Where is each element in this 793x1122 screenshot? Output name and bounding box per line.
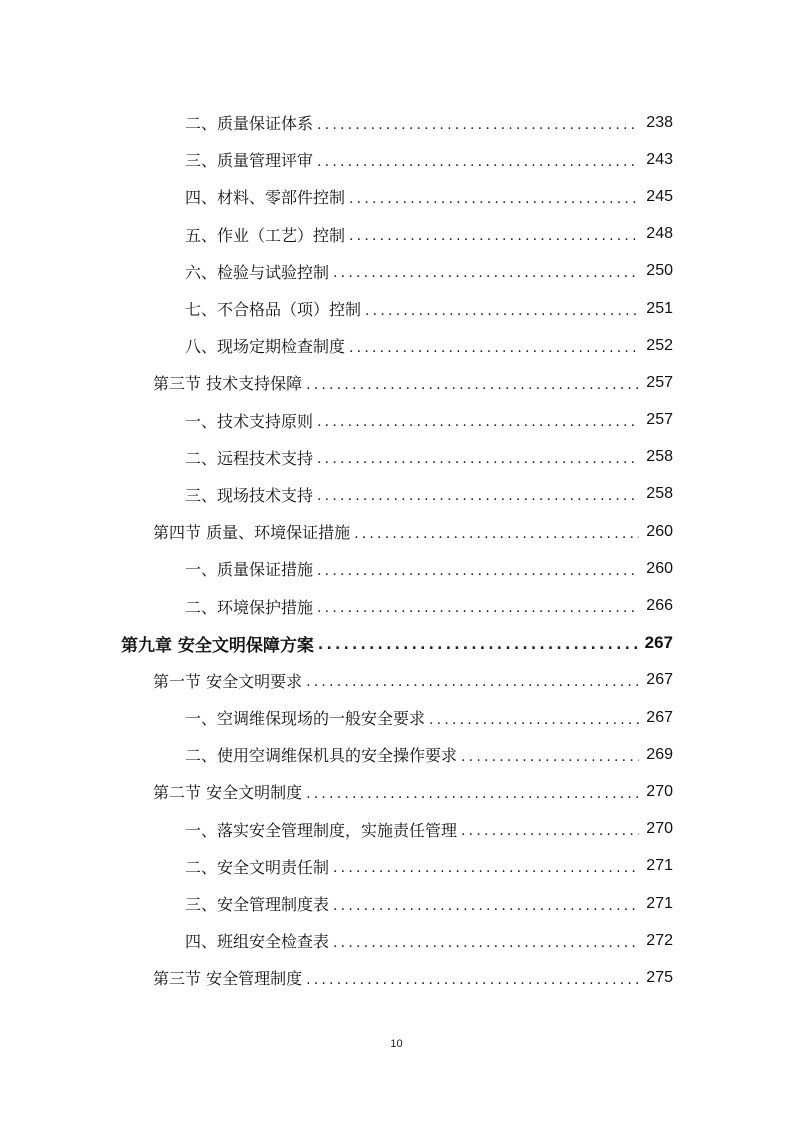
toc-subsection-entry[interactable] [0, 439, 793, 476]
toc-entry-title: 二、远程技术支持 [185, 448, 314, 468]
toc-entry-title: 二、环境保护措施 [185, 597, 314, 617]
toc-entry-title: 二、使用空调维保机具的安全操作要求 [185, 746, 458, 766]
toc-entry-title: 三、现场技术支持 [185, 485, 314, 505]
toc-dot-leader [354, 527, 639, 541]
toc-entry-title: 四、材料、零部件控制 [185, 188, 346, 208]
toc-subsection-entry[interactable] [0, 253, 793, 290]
toc-entry-title: 三、质量管理评审 [185, 151, 314, 171]
toc-dot-leader [317, 564, 639, 578]
toc-entry-title: 第三节 安全管理制度 [153, 969, 303, 989]
toc-dot-leader [333, 861, 639, 875]
toc-section-entry[interactable] [0, 662, 793, 699]
toc-entry-page-number: 248 [646, 225, 673, 243]
toc-dot-leader [333, 899, 639, 913]
toc-dot-leader [365, 304, 639, 318]
toc-entry-page-number: 257 [646, 411, 673, 429]
toc-entry-page-number: 275 [646, 968, 673, 986]
toc-entry-title: 二、安全文明责任制 [185, 857, 330, 877]
toc-entry-page-number: 267 [644, 633, 673, 653]
toc-entry-title: 六、检验与试验控制 [185, 262, 330, 282]
toc-entry-page-number: 251 [646, 299, 673, 317]
toc-subsection-entry[interactable] [0, 141, 793, 178]
toc-entry-page-number: 271 [646, 857, 673, 875]
toc-dot-leader [461, 824, 639, 838]
toc-dot-leader [317, 601, 639, 615]
toc-subsection-entry[interactable] [0, 402, 793, 439]
page-number: 10 [390, 1038, 403, 1050]
toc-entry-title: 第二节 安全文明制度 [153, 783, 303, 803]
toc-section-entry[interactable] [0, 959, 793, 996]
toc-entry-page-number: 258 [646, 448, 673, 466]
toc-entry-page-number: 258 [646, 485, 673, 503]
toc-subsection-entry[interactable] [0, 922, 793, 959]
toc-dot-leader [461, 750, 639, 764]
toc-dot-leader [333, 936, 639, 950]
toc-subsection-entry[interactable] [0, 550, 793, 587]
toc-entry-page-number: 252 [646, 336, 673, 354]
toc-dot-leader [333, 266, 639, 280]
toc-entry-page-number: 269 [646, 745, 673, 763]
toc-dot-leader [318, 638, 639, 652]
toc-subsection-entry[interactable] [0, 216, 793, 253]
toc-entry-title: 四、班组安全检查表 [185, 932, 330, 952]
toc-entry-page-number: 243 [646, 150, 673, 168]
toc-entry-title: 三、安全管理制度表 [185, 895, 330, 915]
toc-entry-title: 一、落实安全管理制度，实施责任管理 [185, 820, 458, 840]
toc-dot-leader [306, 675, 639, 689]
toc-entry-title: 一、质量保证措施 [185, 560, 314, 580]
toc-entry-title: 八、现场定期检查制度 [185, 337, 346, 357]
toc-subsection-entry[interactable] [0, 178, 793, 215]
toc-entry-title: 第九章 安全文明保障方案 [121, 635, 314, 656]
toc-subsection-entry[interactable] [0, 587, 793, 624]
toc-dot-leader [429, 713, 639, 727]
toc-subsection-entry[interactable] [0, 290, 793, 327]
toc-subsection-entry[interactable] [0, 104, 793, 141]
toc-entry-page-number: 238 [646, 113, 673, 131]
toc-entry-page-number: 260 [646, 522, 673, 540]
toc-entry-title: 五、作业（工艺）控制 [185, 225, 346, 245]
toc-entry-page-number: 271 [646, 894, 673, 912]
toc-dot-leader [317, 155, 639, 169]
toc-entry-title: 二、质量保证体系 [185, 114, 314, 134]
toc-subsection-entry[interactable] [0, 811, 793, 848]
toc-entry-page-number: 267 [646, 671, 673, 689]
toc-dot-leader [349, 192, 639, 206]
toc-dot-leader [317, 452, 639, 466]
toc-subsection-entry[interactable] [0, 476, 793, 513]
toc-entry-title: 第一节 安全文明要求 [153, 671, 303, 691]
toc-section-entry[interactable] [0, 513, 793, 550]
toc-dot-leader [349, 341, 639, 355]
toc-entry-title: 一、空调维保现场的一般安全要求 [185, 709, 426, 729]
toc-chapter-entry[interactable] [0, 625, 793, 662]
toc-subsection-entry[interactable] [0, 736, 793, 773]
toc-entry-page-number: 257 [646, 373, 673, 391]
toc-section-entry[interactable] [0, 364, 793, 401]
toc-subsection-entry[interactable] [0, 848, 793, 885]
toc-entry-page-number: 266 [646, 597, 673, 615]
toc-dot-leader [306, 787, 639, 801]
toc-entry-page-number: 267 [646, 708, 673, 726]
toc-entry-page-number: 260 [646, 559, 673, 577]
toc-dot-leader [349, 229, 639, 243]
toc-entry-title: 第三节 技术支持保障 [153, 374, 303, 394]
toc-dot-leader [317, 489, 639, 503]
toc-subsection-entry[interactable] [0, 699, 793, 736]
toc-entry-page-number: 245 [646, 187, 673, 205]
toc-entry-title: 七、不合格品（项）控制 [185, 300, 362, 320]
toc-dot-leader [306, 378, 639, 392]
toc-entry-page-number: 270 [646, 782, 673, 800]
toc-section-entry[interactable] [0, 773, 793, 810]
table-of-contents [0, 104, 793, 997]
toc-subsection-entry[interactable] [0, 327, 793, 364]
toc-entry-title: 一、技术支持原则 [185, 411, 314, 431]
toc-entry-page-number: 272 [646, 931, 673, 949]
toc-dot-leader [317, 415, 639, 429]
toc-entry-page-number: 250 [646, 262, 673, 280]
toc-subsection-entry[interactable] [0, 885, 793, 922]
toc-entry-title: 第四节 质量、环境保证措施 [153, 523, 351, 543]
toc-dot-leader [306, 973, 639, 987]
toc-entry-page-number: 270 [646, 820, 673, 838]
toc-dot-leader [317, 118, 639, 132]
